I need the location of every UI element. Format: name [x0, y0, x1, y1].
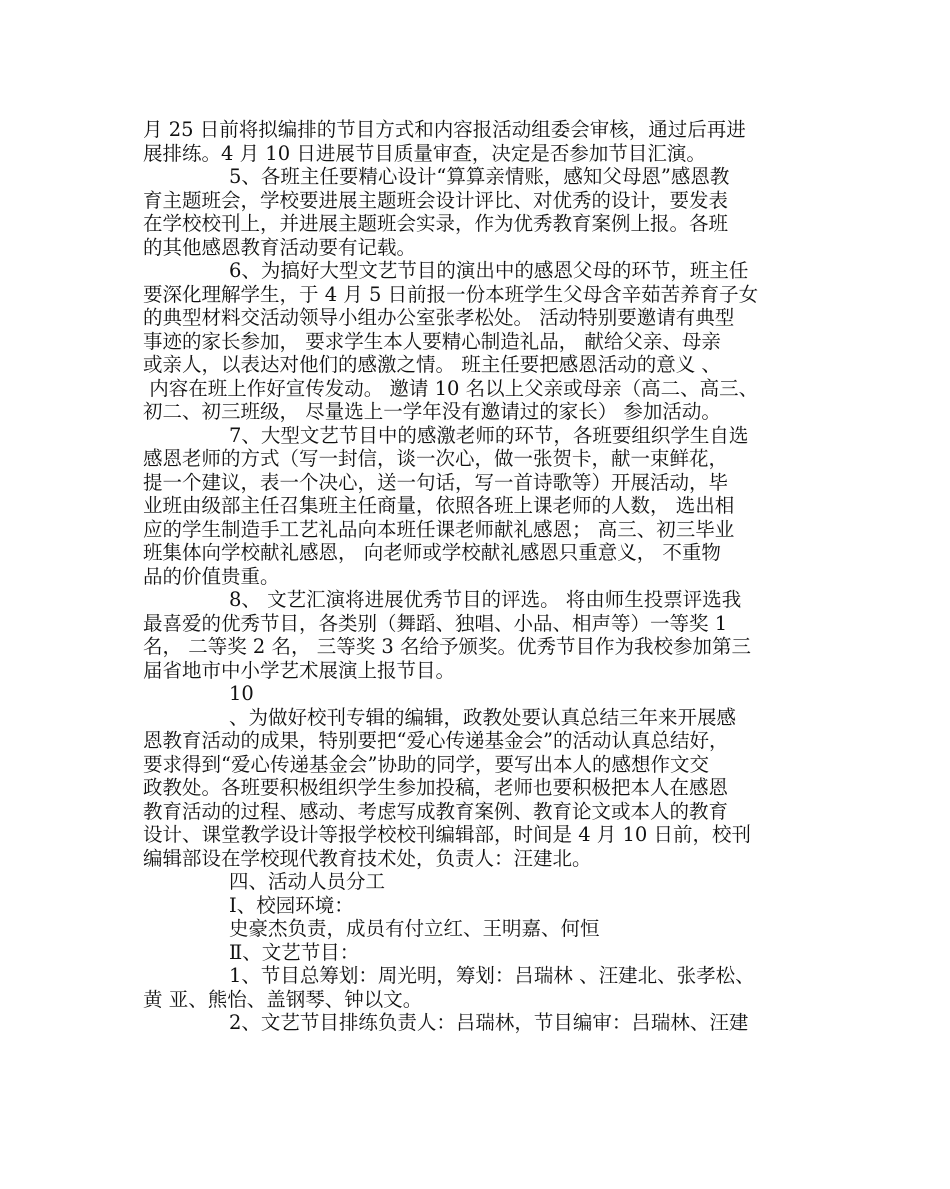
text-line: 届省地市中小学艺术展演上报节目。 — [143, 658, 456, 682]
text-line: 编辑部设在学校现代教育技术处，负责人：汪建北。 — [143, 846, 592, 870]
text-line: 8、 文艺汇演将进展优秀节目的评选。 将由师生投票评选我 — [229, 588, 742, 611]
text-line: Ⅰ、校园环境： — [229, 893, 354, 917]
text-line: 育主题班会，学校要进展主题班会设计评比、对优秀的设计，要发表 — [143, 188, 729, 212]
text-line: 四、活动人员分工 — [229, 870, 386, 893]
text-line: 5、各班主任要精心设计“算算亲情账，感知父母恩”感恩教 — [229, 165, 730, 188]
text-line: 政教处。各班要积极组织学生参加投稿，老师也要积极把本人在感恩 — [143, 776, 729, 799]
text-line: 或亲人，以表达对他们的感激之情。 班主任要把感恩活动的意义 、 — [143, 353, 721, 376]
text-line: 提一个建议，表一个决心，送一句话，写一首诗歌等）开展活动，毕 — [143, 470, 729, 494]
text-line: 事迹的家长参加， 要求学生本人要精心制造礼品， 献给父亲、母亲 — [143, 329, 721, 353]
text-line: 要深化理解学生，于 4 月 5 日前报一份本班学生父母含辛茹苦养育子女 — [143, 282, 759, 306]
text-line: 最喜爱的优秀节目，各类别（舞蹈、独唱、小品、相声等）一等奖 1 — [143, 611, 728, 635]
text-line: 班集体向学校献礼感恩， 向老师或学校献礼感恩只重意义， 不重物 — [143, 541, 721, 564]
text-line: 品的价值贵重。 — [143, 564, 280, 588]
text-line: 感恩老师的方式（写一封信，谈一次心，做一张贺卡，献一束鲜花， — [143, 447, 729, 470]
text-line: Ⅱ、文艺节目： — [229, 940, 360, 964]
text-line: 黄 亚、熊怡、盖钢琴、钟以文。 — [143, 987, 423, 1011]
text-line: 的其他感恩教育活动要有记载。 — [143, 235, 417, 259]
text-line: 史豪杰负责，成员有付立红、王明嘉、何恒 — [229, 917, 600, 940]
text-line: 业班由级部主任召集班主任商量，依照各班上课老师的人数， 选出相 — [143, 494, 735, 517]
text-line: 要求得到“爱心传递基金会”协助的同学，要写出本人的感想作文交 — [143, 752, 709, 776]
text-line: 7、大型文艺节目中的感激老师的环节，各班要组织学生自选 — [229, 423, 749, 447]
text-line: 应的学生制造手工艺礼品向本班任课老师献礼感恩； 高三、初三毕业 — [143, 517, 735, 541]
text-line: 6、为搞好大型文艺节目的演出中的感恩父母的环节，班主任 — [229, 259, 749, 282]
text-line: 名， 二等奖 2 名， 三等奖 3 名给予颁奖。优秀节目作为我校参加第三 — [143, 635, 752, 658]
text-line: 2、文艺节目排练负责人：吕瑞林，节目编审：吕瑞林、汪建 — [229, 1011, 749, 1034]
text-line: 1、节目总筹划：周光明，筹划：吕瑞林 、汪建北、张孝松、 — [229, 964, 755, 987]
text-line: 在学校校刊上，并进展主题班会实录，作为优秀教育案例上报。各班 — [143, 212, 729, 235]
document-body — [143, 118, 825, 1035]
text-line: 设计、课堂教学设计等报学校校刊编辑部，时间是 4 月 10 日前，校刊 — [143, 823, 752, 846]
text-line: 展排练。4 月 10 日进展节目质量审查，决定是否参加节目汇演。 — [143, 141, 706, 165]
text-line: 教育活动的过程、感动、考虑写成教育案例、教育论文或本人的教育 — [143, 799, 729, 823]
text-line: 月 25 日前将拟编排的节目方式和内容报活动组委会审核，通过后再进 — [143, 118, 746, 141]
text-line: 内容在班上作好宣传发动。 邀请 10 名以上父亲或母亲（高二、高三、 — [143, 376, 759, 400]
text-line: 10 — [229, 682, 254, 705]
text-line: 初二、初三班级， 尽量选上一学年没有邀请过的家长） 参加活动。 — [143, 400, 721, 423]
text-line: 的典型材料交活动领导小组办公室张孝松处。 活动特别要邀请有典型 — [143, 306, 735, 329]
text-line: 恩教育活动的成果，特别要把“爱心传递基金会”的活动认真总结好， — [143, 729, 729, 752]
text-line: 、为做好校刊专辑的编辑，政教处要认真总结三年来开展感 — [229, 705, 737, 729]
